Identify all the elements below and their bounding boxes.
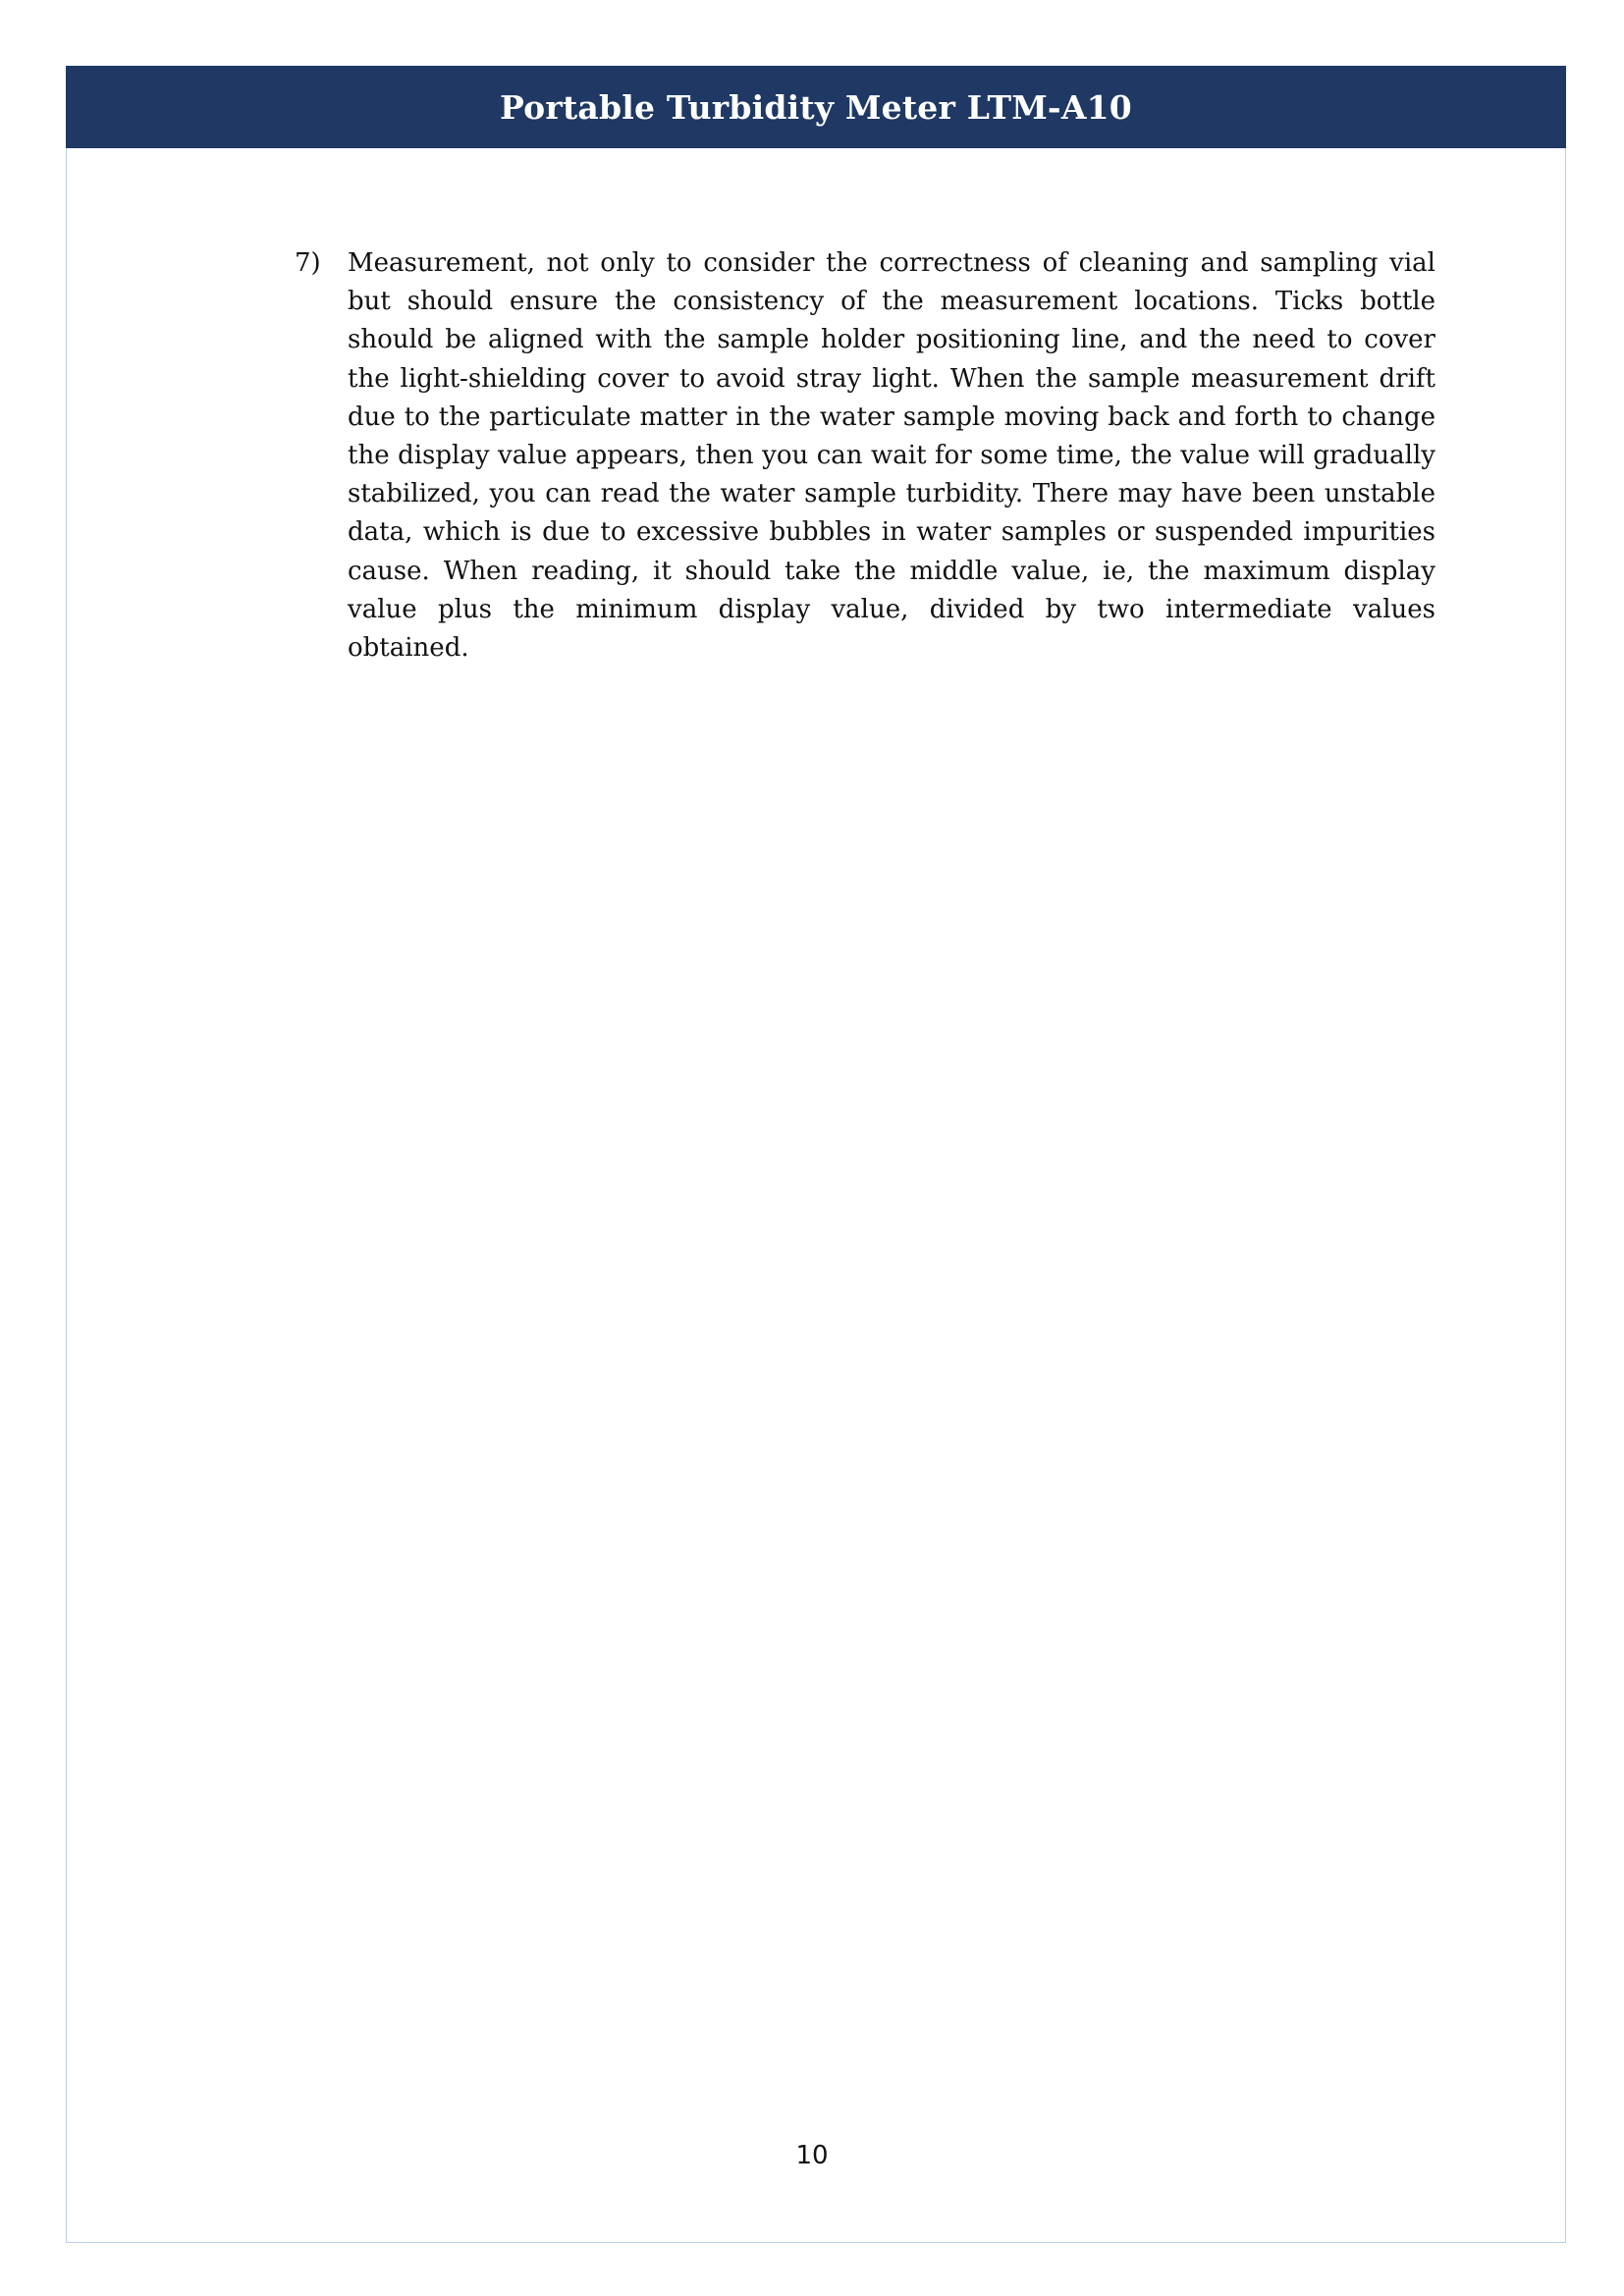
- item-number: 7): [295, 248, 321, 278]
- list-item: [295, 244, 1435, 667]
- content-body: [295, 244, 1435, 667]
- page-number: 10: [795, 2141, 829, 2170]
- document-title: Portable Turbidity Meter LTM-A10: [500, 87, 1132, 127]
- item-text: Measurement, not only to consider the correctness of cleaning and sampling vial but should ensure the consistency of the measurement locations. Ticks bottle should be aligned with the sample holder positioning line, and the need to cover the light-shielding cover to avoid stray light. When the sample measurement drift due to the particulate matter in the water sample moving back and forth to change the display value appears, then you can wait for some time, the value will gradually stabilized, you can read the water sample turbidity. There may have been unstable data, which is due to excessive bubbles in water samples or suspended impurities cause. When reading, it should take the middle value, ie, the maximum display value plus the minimum display value, divided by two intermediate values obtained.: [348, 248, 1435, 664]
- header-bar: [66, 66, 1566, 148]
